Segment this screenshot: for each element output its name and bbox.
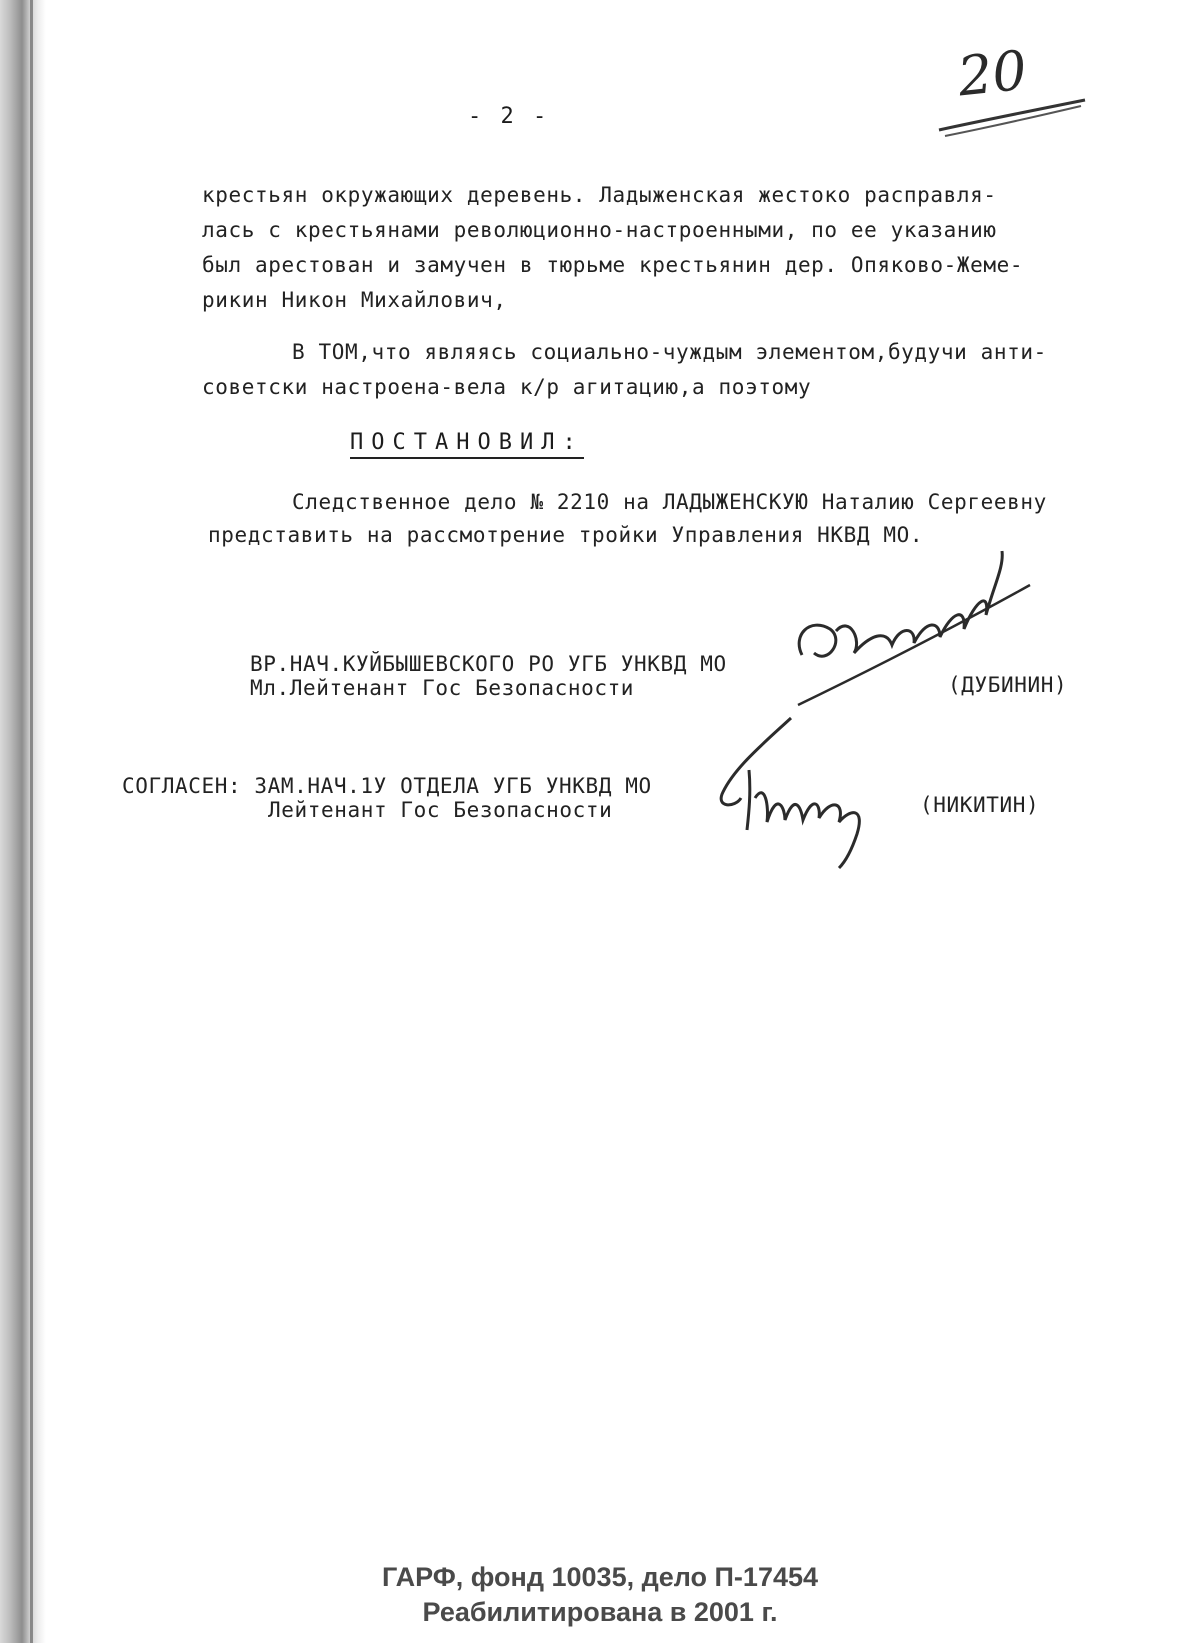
folio-underline <box>935 92 1095 142</box>
signature-dubinin <box>790 545 1040 715</box>
paragraph1-line-1: крестьян окружающих деревень. Ладыженская жестоко расправля- <box>202 183 997 207</box>
paragraph2-line-1: В ТОМ,что являясь социально-чуждым элементом,будучи анти- <box>292 340 1047 364</box>
handwritten-folio-number: 20 <box>954 38 1030 109</box>
rehabilitation-note: Реабилитирована в 2001 г. <box>422 1597 778 1627</box>
resolved-heading: ПОСТАНОВИЛ: <box>350 430 584 459</box>
paragraph1-line-4: рикин Никон Михайлович, <box>202 288 507 312</box>
archive-reference: ГАРФ, фонд 10035, дело П-17454 <box>381 1562 819 1592</box>
page-number: - 2 - <box>468 104 550 129</box>
resolution-line-1: Следственное дело № 2210 на ЛАДЫЖЕНСКУЮ Наталию Сергеевну <box>292 490 1047 514</box>
signatory1-name: (ДУБИНИН) <box>948 673 1068 697</box>
signatory1-title-line-1: ВР.НАЧ.КУЙБЫШЕВСКОГО РО УГБ УНКВД МО <box>250 652 727 676</box>
resolution-line-2: представить на рассмотрение тройки Управления НКВД МО. <box>208 523 924 547</box>
signatory2-name: (НИКИТИН) <box>920 793 1040 817</box>
signatory2-title-line-1: СОГЛАСЕН: ЗАМ.НАЧ.1У ОТДЕЛА УГБ УНКВД МО <box>122 774 652 798</box>
paragraph1-line-2: лась с крестьянами революционно-настроенными, по ее указанию <box>202 218 997 242</box>
binding-edge-line <box>30 0 33 1643</box>
signature-nikitin <box>705 712 915 872</box>
signatory1-title-line-2: Мл.Лейтенант Гос Безопасности <box>250 676 635 700</box>
binding-shadow <box>0 0 46 1643</box>
paragraph2-line-2: советски настроена-вела к/р агитацию,а поэтому <box>202 375 812 399</box>
signatory2-title-line-2: Лейтенант Гос Безопасности <box>268 798 613 822</box>
paragraph1-line-3: был арестован и замучен в тюрьме крестьянин дер. Опяково-Жеме- <box>202 253 1024 277</box>
